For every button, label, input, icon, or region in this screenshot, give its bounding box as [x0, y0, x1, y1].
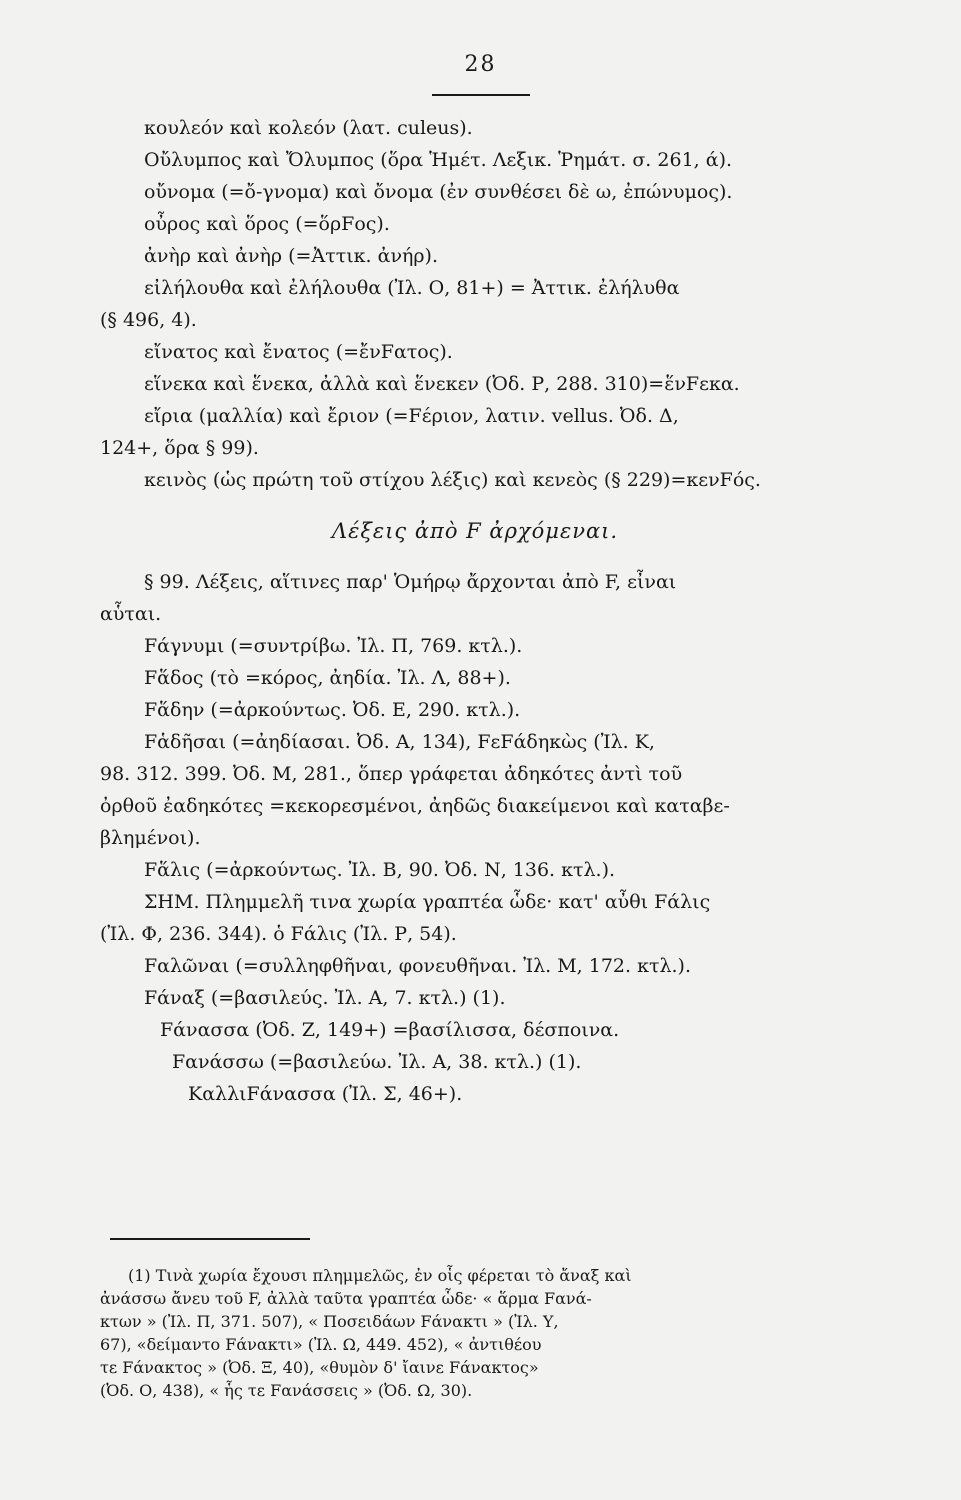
- text-line: (§ 496, 4).: [100, 309, 197, 331]
- text-line: εἵνεκα καὶ ἕνεκα, ἀλλὰ καὶ ἕνεκεν (Ὀδ. Ρ, 288. 310)=ἕνFεκα.: [144, 373, 740, 395]
- text-line: Fἁδῆσαι (=ἀηδίασαι. Ὀδ. Α, 134), FεFάδηκὼς (Ἰλ. Κ,: [144, 731, 655, 753]
- footnote-line: (Ὀδ. Ο, 438), « ἧς τε Fανάσσεις » (Ὀδ. Ω, 30).: [100, 1381, 473, 1400]
- text-line: ἀνὴρ καὶ ἀνὴρ (=Ἀττικ. ἀνήρ).: [144, 245, 439, 267]
- footnote-line: κτων » (Ἰλ. Π, 371. 507), « Ποσειδάων Fάνακτι » (Ἰλ. Υ,: [100, 1312, 559, 1331]
- text-line: § 99. Λέξεις, αἵτινες παρ' Ὁμήρῳ ἄρχονται ἀπὸ F, εἶναι: [144, 571, 677, 593]
- main-text: [100, 112, 850, 1110]
- section-heading: Λέξεις ἀπὸ F ἀρχόμεναι.: [331, 519, 619, 543]
- text-line: Fάνασσα (Ὀδ. Ζ, 149+) =βασίλισσα, δέσποινα.: [160, 1019, 620, 1041]
- page-number: 28: [464, 52, 497, 77]
- text-line: 124+, ὅρα § 99).: [100, 437, 259, 459]
- footnote-line: τε Fάνακτος » (Ὀδ. Ξ, 40), «θυμὸν δ' ἴαινε Fάνακτος»: [100, 1358, 539, 1377]
- text-line: εἰλήλουθα καὶ ἐλήλουθα (Ἰλ. Ο, 81+) = Ἀττικ. ἐλήλυθα: [144, 277, 680, 299]
- text-line: κουλεόν καὶ κολεόν (λατ. culeus).: [144, 117, 473, 139]
- note-line: ΣΗΜ. Πλημμελῆ τινα χωρία γραπτέα ὧδε· κατ' αὖθι Fάλις: [144, 891, 711, 913]
- text-line: αὗται.: [100, 603, 162, 625]
- note-line: (Ἰλ. Φ, 236. 344). ὁ Fάλις (Ἰλ. Ρ, 54).: [100, 923, 457, 945]
- text-line: Fανάσσω (=βασιλεύω. Ἰλ. Α, 38. κτλ.) (1).: [172, 1051, 582, 1073]
- footnote-line: (1) Τινὰ χωρία ἔχουσι πλημμελῶς, ἐν οἷς φέρεται τὸ ἄναξ καὶ: [128, 1266, 632, 1285]
- text-line: Fἅδος (τὸ =κόρος, ἀηδία. Ἰλ. Λ, 88+).: [144, 667, 511, 689]
- text-line: Fἅδην (=ἀρκούντως. Ὀδ. Ε, 290. κτλ.).: [144, 699, 521, 721]
- footnote-line: 67), «δείμαντο Fάνακτι» (Ἰλ. Ω, 449. 452), « ἀντιθέου: [100, 1335, 542, 1354]
- text-line: Fάναξ (=βασιλεύς. Ἰλ. Α, 7. κτλ.) (1).: [144, 987, 506, 1009]
- footnote-line: ἀνάσσω ἄνευ τοῦ F, ἀλλὰ ταῦτα γραπτέα ὧδε· « ἅρμα Fανά-: [100, 1289, 592, 1308]
- text-line: εἴρια (μαλλία) καὶ ἔριον (=Fέριον, λατιν. vellus. Ὀδ. Δ,: [144, 405, 679, 427]
- footnote-separator: [110, 1238, 310, 1240]
- page-number-rule: [432, 94, 530, 96]
- text-line: Fάγνυμι (=συντρίβω. Ἰλ. Π, 769. κτλ.).: [144, 635, 523, 657]
- text-line: ὀρθοῦ ἐαδηκότες =κεκορεσμένοι, ἀηδῶς διακείμενοι καὶ καταβε-: [100, 795, 730, 817]
- text-line: 98. 312. 399. Ὀδ. Μ, 281., ὅπερ γράφεται ἀδηκότες ἀντὶ τοῦ: [100, 763, 683, 785]
- text-line: Fαλῶναι (=συλληφθῆναι, φονευθῆναι. Ἰλ. Μ, 172. κτλ.).: [144, 955, 692, 977]
- text-line: Οὔλυμπος καὶ Ὄλυμπος (ὅρα Ἡμέτ. Λεξικ. Ῥημάτ. σ. 261, ά).: [144, 149, 733, 171]
- text-line: οὖρος καὶ ὅρος (=ὅρFος).: [144, 213, 390, 235]
- text-line: κεινὸς (ὡς πρώτη τοῦ στίχου λέξις) καὶ κενεὸς (§ 229)=κενFός.: [144, 469, 761, 491]
- text-line: εἴνατος καὶ ἔνατος (=ἔνFατος).: [144, 341, 453, 363]
- text-line: ΚαλλιFάνασσα (Ἰλ. Σ, 46+).: [188, 1083, 463, 1105]
- text-line: Fἅλις (=ἀρκούντως. Ἰλ. Β, 90. Ὀδ. Ν, 136. κτλ.).: [144, 859, 616, 881]
- text-line: βλημένοι).: [100, 827, 201, 849]
- text-line: οὔνομα (=ὄ-γνομα) καὶ ὄνομα (ἐν συνθέσει δὲ ω, ἐπώνυμος).: [144, 181, 733, 203]
- footnotes: [100, 1264, 850, 1402]
